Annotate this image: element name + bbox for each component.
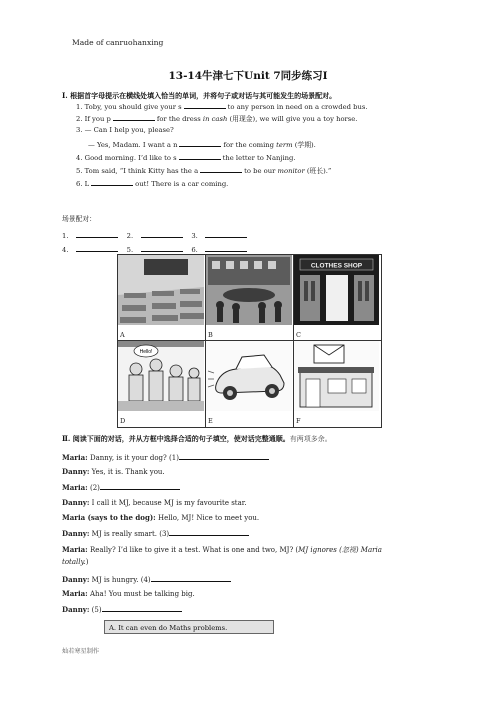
section2-heading-text: Ⅱ. 阅读下面的对话，并从方框中选择合适的句子填空，使对话完整通顺。 (62, 434, 290, 443)
item-italic: term (276, 141, 293, 149)
scene-a-classroom (118, 255, 206, 341)
answer-number: 4. (62, 246, 69, 254)
scene-e-label: E (208, 417, 213, 425)
answer-blank[interactable] (102, 604, 182, 612)
item-text: — Yes, Madam. I want a n (88, 141, 178, 149)
dialogue-line (62, 558, 88, 566)
answer-blank[interactable] (205, 230, 247, 238)
fill-in-blank[interactable] (200, 165, 242, 173)
dialogue-line (62, 452, 269, 462)
item-text: 2. If you p (76, 115, 111, 123)
speaker: Maria: (62, 589, 88, 598)
dialogue-line (62, 528, 249, 538)
dialogue-text: (2) (87, 484, 100, 492)
dialogue-text: Danny, is it your dog? (1) (87, 454, 179, 462)
scene-c-label: C (296, 331, 301, 339)
car-image (206, 341, 292, 411)
scene-grid (117, 254, 382, 428)
dialogue-line (62, 574, 231, 584)
item-text-tail: (学期). (292, 141, 316, 149)
match-label: 场景配对： (62, 215, 96, 223)
item-text-after: for the dress (156, 115, 203, 123)
item-text-after: the letter to Nanjing. (222, 154, 296, 162)
answer-row-1 (62, 230, 247, 240)
answer-blank[interactable] (151, 574, 231, 582)
street-image (206, 255, 292, 325)
dialogue-text: Hello, MJ! Nice to meet you. (155, 514, 260, 522)
scene-b-label: B (208, 331, 213, 339)
item-text-tail: (班长).” (304, 167, 332, 175)
scene-e-car (206, 341, 294, 427)
fill-in-blank[interactable] (179, 152, 221, 160)
dialogue-text: MJ is hungry. (4) (89, 576, 151, 584)
answer-blank[interactable] (179, 452, 269, 460)
item-text: 1. Toby, you should give your s (76, 103, 182, 111)
exercise-item (76, 178, 228, 188)
dialogue-line (62, 498, 247, 507)
page-header: Made of canruohanxing (72, 38, 164, 47)
answer-blank[interactable] (169, 528, 249, 536)
classroom-image (118, 255, 204, 325)
item-text: 6. L (76, 180, 90, 188)
scene-f-label: F (296, 417, 301, 425)
option-a: A. It can even do Maths problems. (109, 624, 228, 632)
dialogue-italic: MJ ignores (忽视) Maria (298, 546, 382, 554)
answer-number: 3. (191, 232, 198, 240)
exercise-item (76, 152, 296, 162)
page-footer: 灿若寒星制作 (62, 648, 100, 655)
dialogue-text: Really? I’d like to give it a test. What is one and two, MJ? ( (87, 546, 299, 554)
exercise-item (76, 113, 357, 123)
scene-d-bus (118, 341, 206, 427)
option-box (104, 620, 274, 634)
dialogue-line (62, 545, 382, 555)
speaker: Maria: (62, 453, 88, 462)
answer-number: 2. (126, 232, 134, 240)
exercise-item (76, 126, 174, 134)
answer-blank[interactable] (205, 244, 247, 252)
answer-blank[interactable] (100, 482, 180, 490)
page-title: 13-14牛津七下Unit 7同步练习Ⅰ (168, 70, 328, 82)
fill-in-blank[interactable] (179, 139, 221, 147)
shop-sign: CLOTHES SHOP (310, 262, 363, 270)
item-text-after: to be our (244, 167, 278, 175)
dialogue-line (62, 482, 180, 492)
scene-a-label: A (120, 331, 125, 339)
dialogue-text: I call it MJ, because MJ is my favourite star. (89, 499, 247, 507)
answer-row-2 (62, 244, 247, 254)
scene-d-label: D (120, 417, 126, 425)
item-text-tail: (用现金), we will give you a toy horse. (227, 115, 358, 123)
answer-number: 5. (126, 246, 134, 254)
clothes-shop-image (294, 255, 379, 325)
item-text: 5. Tom said, “I think Kitty has the a (76, 167, 199, 175)
scene-b-street (206, 255, 294, 341)
dialogue-text: MJ is really smart. (3) (89, 530, 170, 538)
section1-heading: Ⅰ. 根据首字母提示在横线处填入恰当的单词，并将句子或对话与其可能发生的场景配对。 (62, 91, 337, 100)
answer-blank[interactable] (76, 244, 118, 252)
post-office-image (294, 341, 379, 411)
answer-blank[interactable] (141, 230, 183, 238)
dialogue-line (62, 589, 195, 598)
scene-f-post-office (294, 341, 381, 427)
speaker: Danny: (62, 605, 90, 614)
speaker: Maria: (62, 483, 88, 492)
fill-in-blank[interactable] (91, 178, 133, 186)
answer-blank[interactable] (76, 230, 118, 238)
item-text-after: for the coming (223, 141, 277, 149)
speaker: Danny: (62, 529, 90, 538)
speaker: Maria (says to the dog): (62, 513, 156, 522)
section2-heading-tail: 有两项多余。 (289, 435, 332, 443)
dialogue-text: (5) (89, 606, 102, 614)
item-text: 3. — Can I help you, please? (76, 126, 174, 134)
dialogue-line (62, 467, 165, 476)
dialogue-italic: totally. (62, 558, 86, 566)
dialogue-text: Aha! You must be talking big. (87, 590, 195, 598)
scene-c-clothes-shop (294, 255, 381, 341)
item-italic: in cash (202, 115, 228, 123)
exercise-item (88, 139, 316, 149)
dialogue-line (62, 604, 182, 614)
item-text-after: out! There is a car coming. (135, 180, 229, 188)
speech-bubble-text: Hello! (139, 349, 153, 355)
dialogue-line (62, 513, 259, 522)
section2-heading (62, 434, 332, 444)
fill-in-blank[interactable] (113, 113, 155, 121)
item-text-after: to any person in need on a crowded bus. (227, 103, 368, 111)
item-text: 4. Good morning. I’d like to s (76, 154, 177, 162)
answer-blank[interactable] (141, 244, 183, 252)
dialogue-text: Yes, it is. Thank you. (89, 468, 165, 476)
speaker: Danny: (62, 498, 90, 507)
exercise-item (76, 101, 367, 111)
answer-number: 1. (62, 232, 69, 240)
bus-passengers-image (118, 341, 204, 411)
speaker: Danny: (62, 575, 90, 584)
speaker: Maria: (62, 545, 88, 554)
dialogue-text-tail: ) (85, 558, 89, 566)
fill-in-blank[interactable] (184, 101, 226, 109)
speaker: Danny: (62, 467, 90, 476)
answer-number: 6. (191, 246, 198, 254)
item-italic: monitor (277, 167, 305, 175)
exercise-item (76, 165, 331, 175)
